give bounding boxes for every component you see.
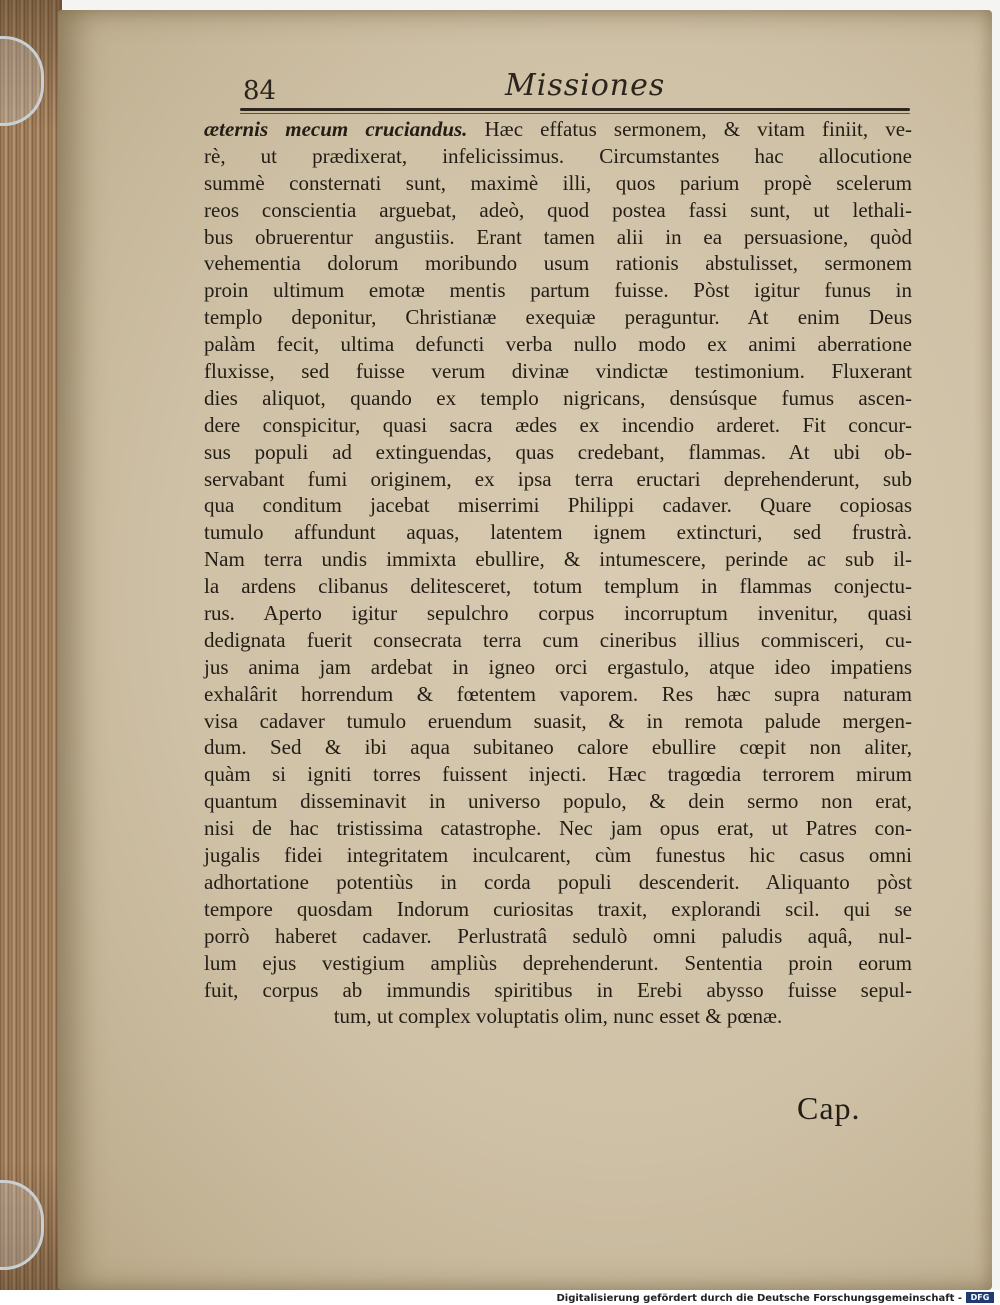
text-line: nisi de hac tristissima catastrophe. Nec jam opus erat, ut Patres con- (204, 816, 912, 841)
text-line: dedignata fuerit consecrata terra cum cineribus illius commisceri, cu- (204, 627, 912, 652)
text-line: dere conspicitur, quasi sacra ædes ex incendio arderet. Fit concur- (204, 412, 912, 437)
text-line: dum. Sed & ibi aqua subitaneo calore ebullire cœpit non aliter, (204, 735, 912, 760)
text-line: adhortatione potentiùs in corda populi descenderit. Aliquanto pòst (204, 869, 912, 894)
header-rule-thin (240, 113, 910, 114)
text-line: qua conditum jacebat miserrimi Philippi cadaver. Quare copiosas (204, 493, 912, 518)
text-line-last: tum, ut complex voluptatis olim, nunc esset & pœnæ. (333, 1004, 783, 1029)
page-number: 84 (243, 76, 277, 106)
text-line: exhalârit horrendum & fœtentem vaporem. Res hæc supra naturam (204, 681, 912, 706)
text-line: tumulo affundunt aquas, latentem ignem extincturi, sed frustrà. (204, 520, 912, 545)
text-line: la ardens clibanus delitesceret, totum templum in flammas conjectu- (204, 574, 912, 599)
footer-credit: Digitalisierung gefördert durch die Deutsche Forschungsgemeinschaft - (556, 1293, 962, 1304)
catchword: Cap. (797, 1090, 861, 1126)
text-line: sus populi ad extinguendas, quas credebant, flammas. At ubi ob- (204, 439, 912, 464)
text-line: templo deponitur, Christianæ exequiæ peraguntur. At enim Deus (204, 305, 912, 330)
text-line: rè, ut prædixerat, infelicissimus. Circumstantes hac allocutione (204, 143, 912, 168)
book-page-edges (0, 0, 62, 1290)
text-line: jugalis fidei integritatem inculcarent, cùm funestus hic casus omni (204, 843, 912, 868)
text-line: quàm si igniti torres fuissent injecti. Hæc tragœdia terrorem mirum (204, 762, 912, 787)
text-line: fluxisse, sed fuisse verum divinæ vindictæ testimonium. Fluxerant (204, 359, 912, 384)
text-line: servabant fumi originem, ex ipsa terra eructari deprehenderunt, sub (204, 466, 912, 491)
text-line: quantum disseminavit in universo populo, & dein sermo non erat, (204, 789, 912, 814)
text-line (204, 116, 912, 143)
running-head: Missiones (505, 68, 666, 103)
text-line: dies aliquot, quando ex templo nigricans, densúsque fumus ascen- (204, 385, 912, 410)
dfg-logo-icon: DFG (966, 1292, 994, 1303)
header-rule (240, 108, 910, 111)
text-line: fuit, corpus ab immundis spiritibus in Erebi abysso fuisse sepul- (204, 977, 912, 1002)
body-text (204, 116, 912, 1030)
text-line: tempore quosdam Indorum curiositas traxit, explorandi scil. qui se (204, 896, 912, 921)
text-line: palàm fecit, ultima defuncti verba nullo modo ex animi aberratione (204, 332, 912, 357)
text-line: lum ejus vestigium ampliùs deprehenderunt. Sententia proin eorum (204, 950, 912, 975)
text-line: visa cadaver tumulo eruendum suasit, & in remota palude mergen- (204, 708, 912, 733)
text-line: porrò haberet cadaver. Perlustratâ sedulò omni paludis aquâ, nul- (204, 923, 912, 948)
text-line: rus. Aperto igitur sepulchro corpus incorruptum invenitur, quasi (204, 601, 912, 626)
text-line: jus anima jam ardebat in igneo orci ergastulo, atque ideo impatiens (204, 654, 912, 679)
text-line: proin ultimum emotæ mentis partum fuisse. Pòst igitur funus in (204, 278, 912, 303)
text-line: vehementia dolorum moribundo usum rationis abstulisset, sermonem (204, 251, 912, 276)
text-line-lead: æternis mecum cruciandus. (204, 117, 468, 141)
text-line: Nam terra undis immixta ebullire, & intumescere, perinde ac sub il- (204, 547, 912, 572)
text-line: bus obruerentur angustiis. Erant tamen alii in ea persuasione, quòd (204, 224, 912, 249)
text-line: summè consternati sunt, maximè illi, quos parium propè scelerum (204, 170, 912, 195)
text-line-rest: Hæc effatus sermonem, & vitam finiit, ve- (484, 117, 913, 141)
text-line: reos conscientia arguebat, adeò, quod postea fassi sunt, ut lethali- (204, 197, 912, 222)
